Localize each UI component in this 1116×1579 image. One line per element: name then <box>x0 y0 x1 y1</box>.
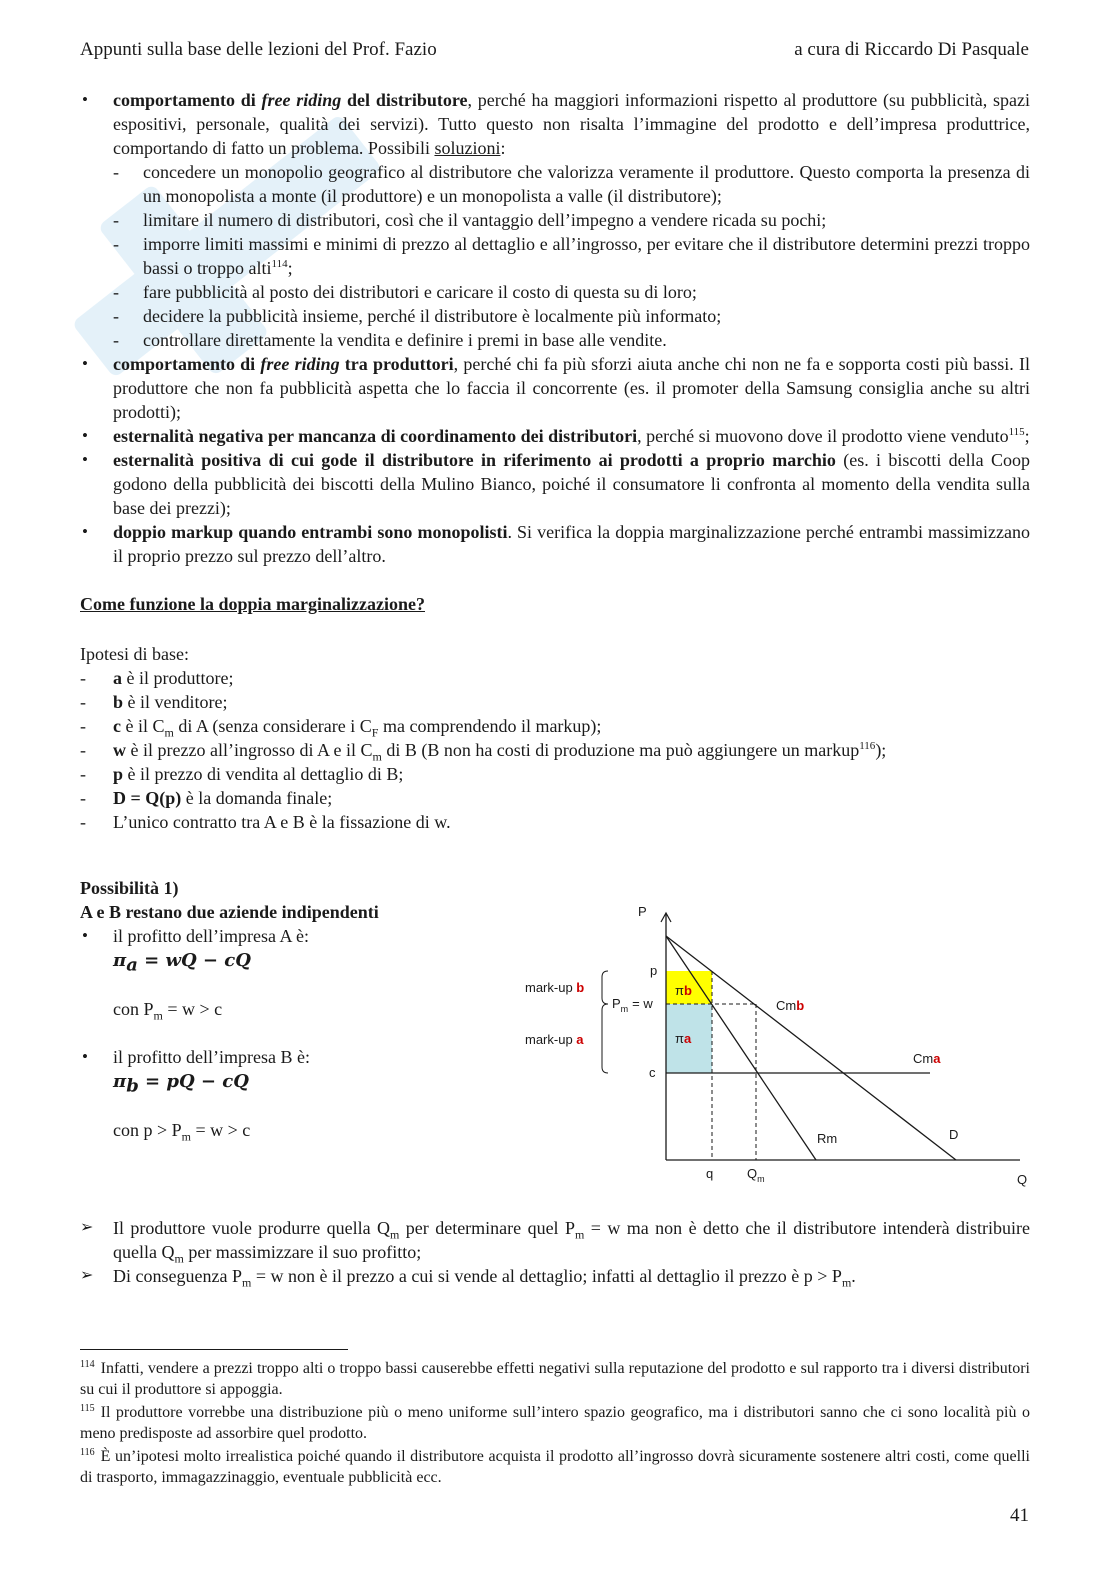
solution-item: - imporre limiti massimi e minimi di prezzo al dettaglio e all’ingrosso, per evitare che il distributore determini prezzi troppo bassi o troppo alti$^{114}$; <box>113 232 1030 280</box>
hypotheses-intro: Ipotesi di base: <box>80 644 189 664</box>
pi-a-label: πa <box>675 1031 692 1046</box>
possibility-1 <box>80 876 520 1142</box>
footnote-116: $^{116}$ È un’ipotesi molto irrealistica poiché quando il distributore acquista il prodotto all’ingrosso dovrà sicuramente sostenere altri costi, come quelli di trasporto, immagazzinaggio, eventuale pubblicità ecc. <box>80 1446 1030 1486</box>
header-author: a cura di Riccardo Di Pasquale <box>794 39 1029 60</box>
conclusions <box>80 1216 1030 1288</box>
markup-b-bracket <box>602 971 608 1004</box>
section-title: Come funzione la doppia marginalizzazione? <box>80 594 425 614</box>
footnote-separator <box>80 1349 348 1350</box>
profit-b-formula: $\pi_b$ = pQ − cQ <box>113 1071 249 1097</box>
markup-a-label: mark-up a <box>525 1032 584 1047</box>
issues-list <box>80 88 1030 568</box>
hypothesis-item: - D = Q(p) è la domanda finale; <box>80 786 1030 810</box>
footnote-ref-114: 114 <box>271 258 288 270</box>
hypothesis-item: - b è il venditore; <box>80 690 1030 714</box>
rm-label: Rm <box>817 1131 838 1146</box>
markup-a-bracket <box>602 1004 608 1073</box>
bullet-double-markup: • doppio markup quando entrambi sono monopolisti. Si verifica la doppia marginalizzazione perché entrambi massimizzano il proprio prezzo sul prezzo dell’altro. <box>80 520 1030 568</box>
tick-c: c <box>649 1065 656 1080</box>
hypothesis-item: - c è il $C_m$ di A (senza considerare i $C_F$ ma comprendendo il markup); <box>80 714 1030 738</box>
header-course-title: Appunti sulla base delle lezioni del Prof. Fazio <box>80 39 437 60</box>
hypothesis-item: - a è il produttore; <box>80 666 1030 690</box>
solutions-list <box>113 160 1030 352</box>
bullet-negative-externality: • esternalità negativa per mancanza di coordinamento dei distributori, perché si muovono dove il prodotto viene venduto$^{115}$; <box>80 424 1030 448</box>
main-text <box>80 88 1030 834</box>
solution-item: - limitare il numero di distributori, così che il vantaggio dell’impegno a vendere ricada su pochi; <box>113 208 1030 232</box>
pi-b-label: πb <box>675 983 692 998</box>
cma-label: Cma <box>913 1051 941 1066</box>
solutions-underlined: soluzioni <box>434 138 501 158</box>
solution-item: - decidere la pubblicità insieme, perché il distributore è localmente più informato; <box>113 304 1030 328</box>
footnote-ref-115: 115 <box>1008 426 1025 438</box>
hypothesis-item: - L’unico contratto tra A e B è la fissazione di w. <box>80 810 1030 834</box>
cmb-label: Cmb <box>776 998 805 1013</box>
profit-b-condition: con $p > P_m = w > c$ <box>113 1120 251 1144</box>
x-axis-label: Q <box>1017 1172 1028 1187</box>
footnote-115: $^{115}$ Il produttore vorrebbe una distribuzione più o meno uniforme sull’intero spazio geografico, ma i distributori sanno che ci sono località più o meno predisposte ad assorbire quel prodotto. <box>80 1402 1030 1442</box>
possibility-subtitle: A e B restano due aziende indipendenti <box>80 902 379 922</box>
bullet-free-riding-producers: • comportamento di free riding tra produttori, perché chi fa più sforzi aiuta anche chi non ne fa e sopporta costi più bassi. Il produttore che non fa pubblicità aspetta che lo faccia il concorrente (es. il promoter della Samsung consiglia anche su altri prodotti); <box>80 352 1030 424</box>
profit-a-label: • il profitto dell’impresa A è: <box>80 924 520 948</box>
tick-pm-w: $P_m = w$ <box>612 996 653 1014</box>
double-marginalization-diagram <box>520 900 1040 1200</box>
tick-qm: $Q_m$ <box>747 1166 765 1184</box>
hypothesis-item: - p è il prezzo di vendita al dettaglio di B; <box>80 762 1030 786</box>
footnote-114: $^{114}$ Infatti, vendere a prezzi troppo alti o troppo bassi causerebbe effetti negativi sulla reputazione del prodotto e sul rapporto tra i diversi distributori su cui il produttore si appoggia. <box>80 1358 1030 1398</box>
hypothesis-item: - w è il prezzo all’ingrosso di A e il $C_m$ di B (B non ha costi di produzione ma può aggiungere un markup$^{116}$); <box>80 738 1030 762</box>
tick-p: p <box>650 963 658 978</box>
possibility-title: Possibilità 1) <box>80 878 179 898</box>
conclusion-item: ➢ Il produttore vuole produrre quella $Q_m$ per determinare quel $P_m = w$ ma non è detto che il distributore intenderà distribuire quella $Q_m$ per massimizzare il suo profitto; <box>80 1216 1030 1264</box>
solution-item: - concedere un monopolio geografico al distributore che valorizza veramente il produttore. Questo comporta la presenza di un monopolista a monte (il produttore) e un monopolista a valle (il distributore); <box>113 160 1030 208</box>
footnote-ref-116: 116 <box>859 740 876 752</box>
solution-item: - controllare direttamente la vendita e definire i premi in base alle vendite. <box>113 328 1030 352</box>
demand-label: D <box>949 1127 959 1142</box>
profit-a-formula: $\pi_a$ = wQ − cQ <box>113 950 251 976</box>
footnotes <box>80 1358 1030 1490</box>
conclusion-item: ➢ Di conseguenza $P_m = w$ non è il prezzo a cui si vende al dettaglio; infatti al dettaglio il prezzo è $p > P_m$. <box>80 1264 1030 1288</box>
hypotheses-list <box>80 666 1030 834</box>
bullet-free-riding-distributor: • comportamento di free riding del distributore, perché ha maggiori informazioni rispetto al produttore (su pubblicità, spazi espositivi, personale, qualità dei servizi). Tutto questo non risalta l’immagine del prodotto e dell’impresa produttrice, comportando di fatto un problema. Possibili soluzioni: - concedere un monopolio geografico al distributore che valorizza veramente il produttore. Questo comporta la presenza di un monopolista a monte (il produttore) e un monopolista a valle (il distributore); - limitare il numero di distributori, così che il vantaggio dell’impegno a vendere ricada su pochi; - imporre limiti massimi e minimi di prezzo al dettaglio e all’ingrosso, per evitare che il distributore determini prezzi troppo bassi o troppo alti$^{114}$; - fare pubblicità al posto dei distributori e caricare il costo di questa su di loro; - decidere la pubblicità insieme, perché il distributore è localmente più informato; - controllare direttamente la vendita e definire i premi in base alle vendite. <box>80 88 1030 352</box>
bullet-positive-externality: • esternalità positiva di cui gode il distributore in riferimento ai prodotti a proprio marchio (es. i biscotti della Coop godono della pubblicità dei biscotti della Mulino Bianco, poiché il consumatore li confronta al momento della vendita sulla base dei prezzi); <box>80 448 1030 520</box>
markup-b-label: mark-up b <box>525 980 585 995</box>
profit-b-label: • il profitto dell’impresa B è: <box>80 1045 520 1069</box>
page-number: 41 <box>1010 1505 1029 1526</box>
profit-a-condition: con $P_m = w > c$ <box>113 999 223 1023</box>
y-axis-label: P <box>638 904 647 919</box>
solution-item: - fare pubblicità al posto dei distributori e caricare il costo di questa su di loro; <box>113 280 1030 304</box>
tick-q: q <box>706 1166 714 1181</box>
